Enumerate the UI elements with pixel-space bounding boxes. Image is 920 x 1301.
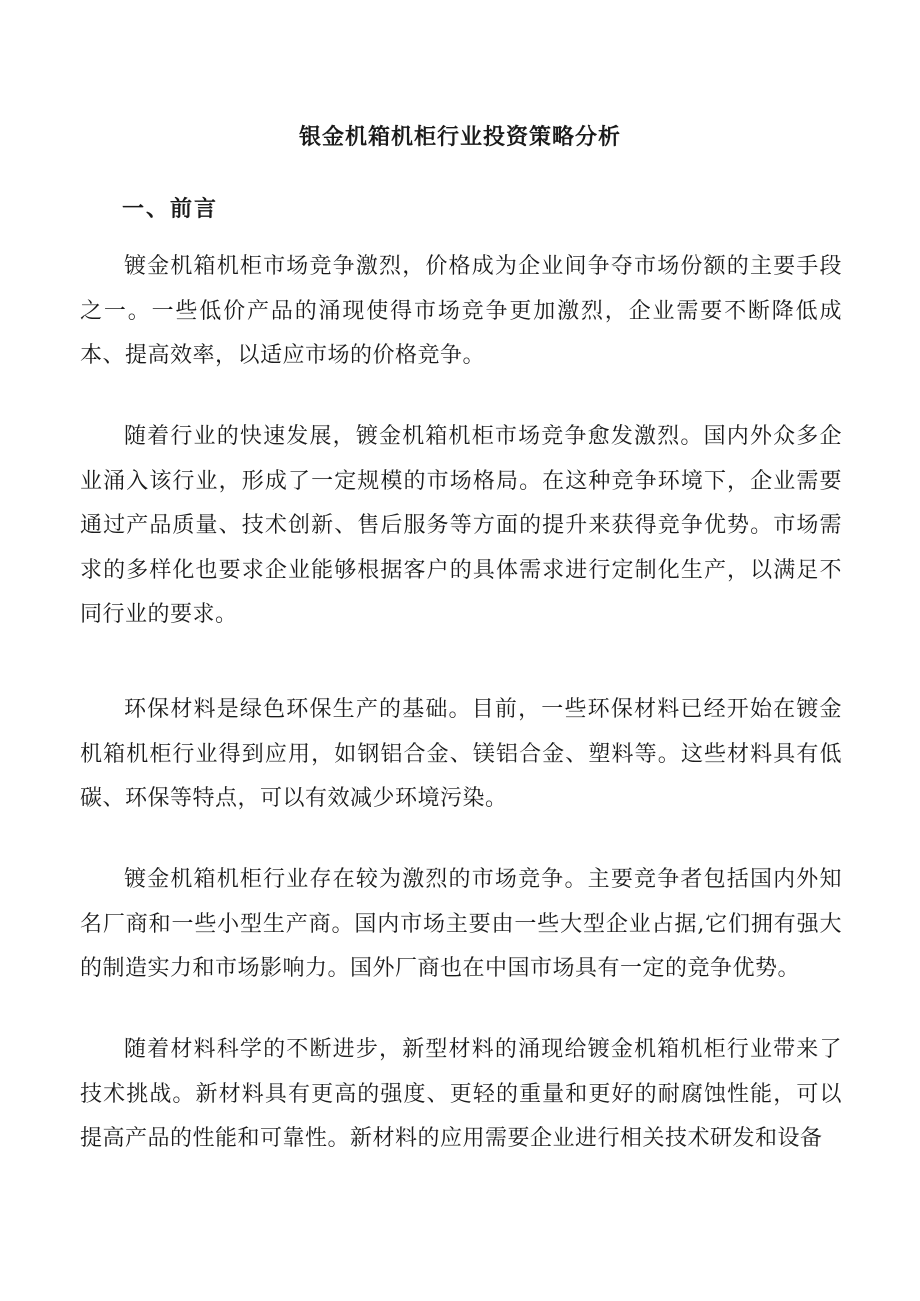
paragraph: 镀金机箱机柜行业存在较为激烈的市场竞争。主要竞争者包括国内外知名厂商和一些小型生产商。国内市场主要由一些大型企业占据,它们拥有强大的制造实力和市场影响力。国外厂商也在中国市场具有一定的竞争优势。 (80, 867, 842, 981)
paragraph: 环保材料是绿色环保生产的基础。目前，一些环保材料已经开始在镀金机箱机柜行业得到应用，如钢铝合金、镁铝合金、塑料等。这些材料具有低碳、环保等特点，可以有效减少环境污染。 (80, 697, 842, 811)
paragraph: 随着材料科学的不断进步，新型材料的涌现给镀金机箱机柜行业带来了技术挑战。新材料具有更高的强度、更轻的重量和更好的耐腐蚀性能，可以提高产品的性能和可靠性。新材料的应用需要企业进行相关技术研发和设备 (80, 1037, 842, 1151)
paragraph: 随着行业的快速发展，镀金机箱机柜市场竞争愈发激烈。国内外众多企业涌入该行业，形成了一定规模的市场格局。在这种竞争环境下，企业需要通过产品质量、技术创新、售后服务等方面的提升来获得竞争优势。市场需求的多样化也要求企业能够根据客户的具体需求进行定制化生产，以满足不同行业的要求。 (80, 424, 842, 627)
paragraph: 镀金机箱机柜市场竞争激烈，价格成为企业间争夺市场份额的主要手段之一。一些低价产品的涌现使得市场竞争更加激烈，企业需要不断降低成本、提高效率，以适应市场的价格竞争。 (80, 254, 842, 368)
section-heading: 一、前言 (122, 196, 219, 222)
document-title: 银金机箱机柜行业投资策略分析 (298, 124, 621, 150)
